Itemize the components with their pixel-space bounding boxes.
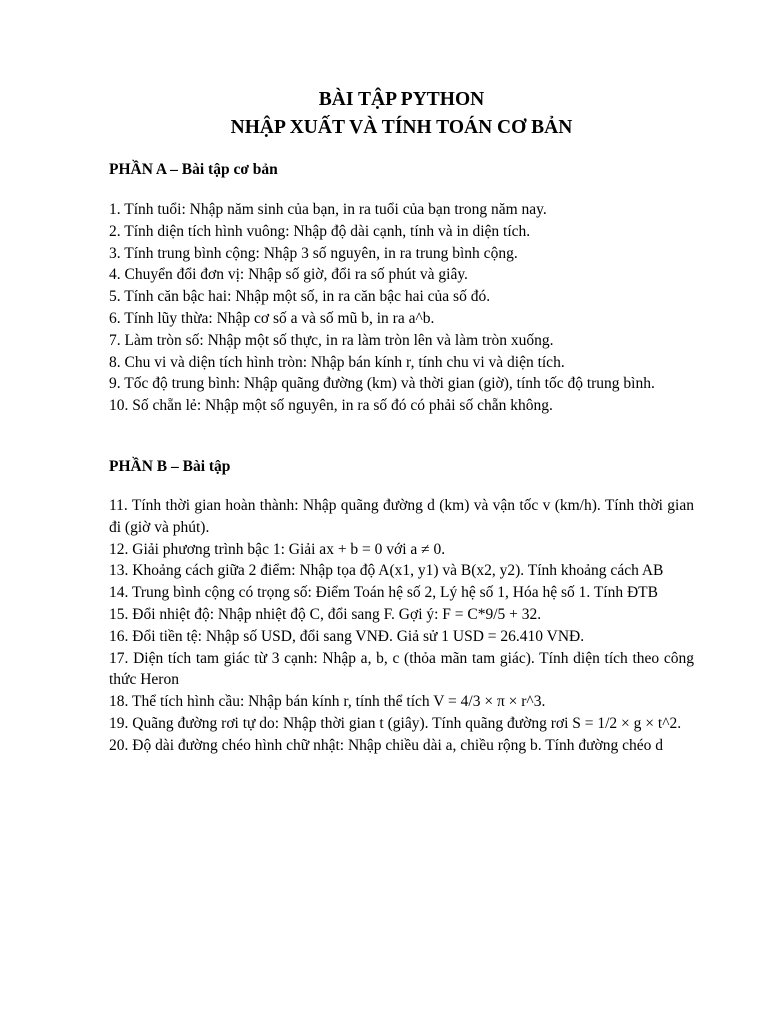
list-item: 9. Tốc độ trung bình: Nhập quãng đường (km) và thời gian (giờ), tính tốc độ trung bình.: [109, 375, 655, 393]
list-item: 20. Độ dài đường chéo hình chữ nhật: Nhập chiều dài a, chiều rộng b. Tính đường chéo d: [109, 736, 663, 754]
part-b-heading: PHẦN B – Bài tập: [109, 458, 231, 475]
list-item: 16. Đổi tiền tệ: Nhập số USD, đổi sang VNĐ. Giả sử 1 USD = 26.410 VNĐ.: [109, 627, 585, 645]
list-item: 4. Chuyển đổi đơn vị: Nhập số giờ, đổi ra số phút và giây.: [109, 266, 468, 284]
list-item: 19. Quãng đường rơi tự do: Nhập thời gian t (giây). Tính quãng đường rơi S = 1/2 × g × t^2.: [109, 714, 682, 732]
list-item: 15. Đổi nhiệt độ: Nhập nhiệt độ C, đổi sang F. Gợi ý: F = C*9/5 + 32.: [109, 605, 542, 623]
part-b-list: [109, 495, 694, 757]
list-item: 17. Diện tích tam giác từ 3 cạnh: Nhập a, b, c (thỏa mãn tam giác). Tính diện tích theo công thức Heron: [109, 649, 694, 689]
list-item: 6. Tính lũy thừa: Nhập cơ số a và số mũ b, in ra a^b.: [109, 309, 435, 327]
list-item: 10. Số chẵn lẻ: Nhập một số nguyên, in ra số đó có phải số chẵn không.: [109, 397, 553, 415]
list-item: 5. Tính căn bậc hai: Nhập một số, in ra căn bậc hai của số đó.: [109, 288, 491, 306]
part-a-heading: PHẦN A – Bài tập cơ bản: [109, 161, 278, 178]
list-item: 1. Tính tuổi: Nhập năm sinh của bạn, in ra tuổi của bạn trong năm nay.: [109, 201, 547, 218]
title-line-1: BÀI TẬP PYTHON: [318, 89, 485, 110]
list-item: 8. Chu vi và diện tích hình tròn: Nhập bán kính r, tính chu vi và diện tích.: [109, 353, 565, 371]
list-item: 2. Tính diện tích hình vuông: Nhập độ dài cạnh, tính và in diện tích.: [109, 222, 531, 240]
list-item: 12. Giải phương trình bậc 1: Giải ax + b = 0 với a ≠ 0.: [109, 540, 446, 558]
list-item: 14. Trung bình cộng có trọng số: Điểm Toán hệ số 2, Lý hệ số 1, Hóa hệ số 1. Tính ĐTB: [109, 584, 658, 602]
list-item: 18. Thể tích hình cầu: Nhập bán kính r, tính thể tích V = 4/3 × π × r^3.: [109, 693, 546, 711]
list-item: 13. Khoảng cách giữa 2 điểm: Nhập tọa độ A(x1, y1) và B(x2, y2). Tính khoảng cách AB: [109, 562, 664, 580]
list-item: 3. Tính trung bình cộng: Nhập 3 số nguyên, in ra trung bình cộng.: [109, 244, 518, 262]
document-title: [109, 86, 694, 142]
list-item: 11. Tính thời gian hoàn thành: Nhập quãng đường d (km) và vận tốc v (km/h). Tính thời gian đi (giờ và phút).: [109, 497, 694, 536]
list-item: 7. Làm tròn số: Nhập một số thực, in ra làm tròn lên và làm tròn xuống.: [109, 331, 554, 349]
part-a-list: [109, 199, 694, 417]
title-line-2: NHẬP XUẤT VÀ TÍNH TOÁN CƠ BẢN: [230, 117, 573, 138]
